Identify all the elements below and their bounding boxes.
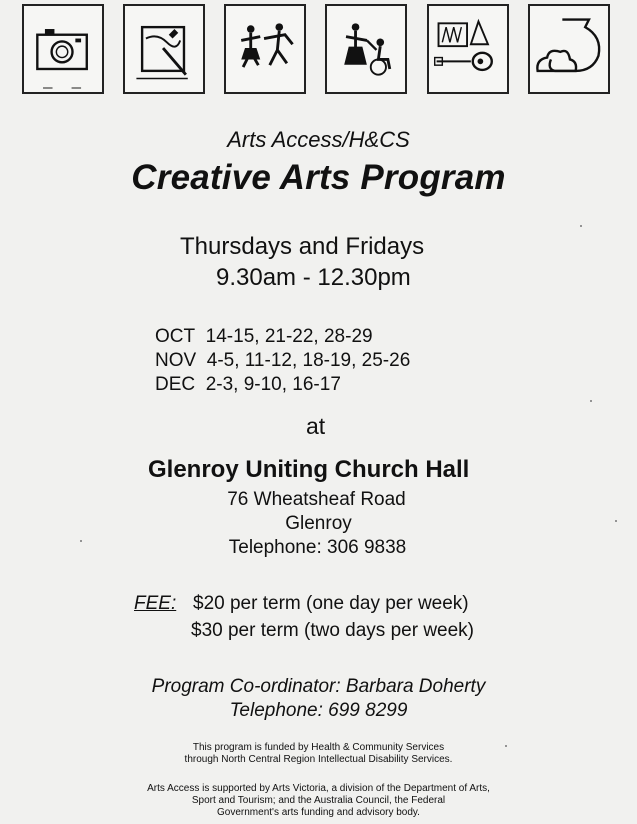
icon-row	[0, 2, 637, 98]
music-instruments-icon	[427, 4, 509, 94]
paper-speck	[615, 520, 617, 522]
program-title: Creative Arts Program	[131, 158, 506, 197]
fee-one-day: $20 per term (one day per week)	[193, 593, 469, 614]
paper-speck	[580, 225, 582, 227]
date-line	[155, 326, 373, 348]
fee-two-days: $30 per term (two days per week)	[191, 620, 475, 641]
painting-icon	[123, 4, 205, 94]
paper-speck	[590, 400, 592, 402]
date-days: 14-15, 21-22, 28-29	[205, 326, 373, 347]
camera-icon	[22, 4, 104, 94]
date-month: NOV	[155, 350, 197, 371]
date-month: DEC	[155, 374, 196, 395]
coordinator-phone: Telephone: 699 8299	[229, 700, 408, 721]
support-line-2: Sport and Tourism; and the Australia Council, the Federal	[191, 795, 446, 806]
program-days: Thursdays and Fridays	[180, 233, 425, 260]
venue-phone: Telephone: 306 9838	[228, 537, 407, 558]
date-month: OCT	[155, 326, 196, 347]
paper-speck	[505, 745, 507, 747]
support-line-3: Government's arts funding and advisory body.	[217, 807, 420, 818]
fee-label: FEE:	[134, 593, 177, 614]
support-line-1: Arts Access is supported by Arts Victoria, a division of the Department of Arts,	[147, 783, 490, 794]
at-label: at	[306, 413, 326, 439]
dancers-icon	[224, 4, 306, 94]
date-days: 4-5, 11-12, 18-19, 25-26	[206, 350, 411, 371]
funding-line-1: This program is funded by Health & Community Services	[192, 742, 445, 753]
coordinator-name: Program Co-ordinator: Barbara Doherty	[151, 676, 486, 697]
paper-speck	[80, 540, 82, 542]
program-time: 9.30am - 12.30pm	[216, 264, 411, 291]
program-subtitle: Arts Access/H&CS	[227, 127, 410, 152]
venue-name: Glenroy Uniting Church Hall	[148, 456, 470, 483]
date-days: 2-3, 9-10, 16-17	[205, 374, 341, 395]
pottery-icon	[528, 4, 610, 94]
venue-street: 76 Wheatsheaf Road	[227, 489, 406, 510]
date-line	[155, 374, 341, 396]
venue-suburb: Glenroy	[285, 513, 352, 534]
wheelchair-dance-icon	[325, 4, 407, 94]
date-line	[155, 350, 410, 372]
funding-line-2: through North Central Region Intellectual Disability Services.	[184, 754, 453, 765]
